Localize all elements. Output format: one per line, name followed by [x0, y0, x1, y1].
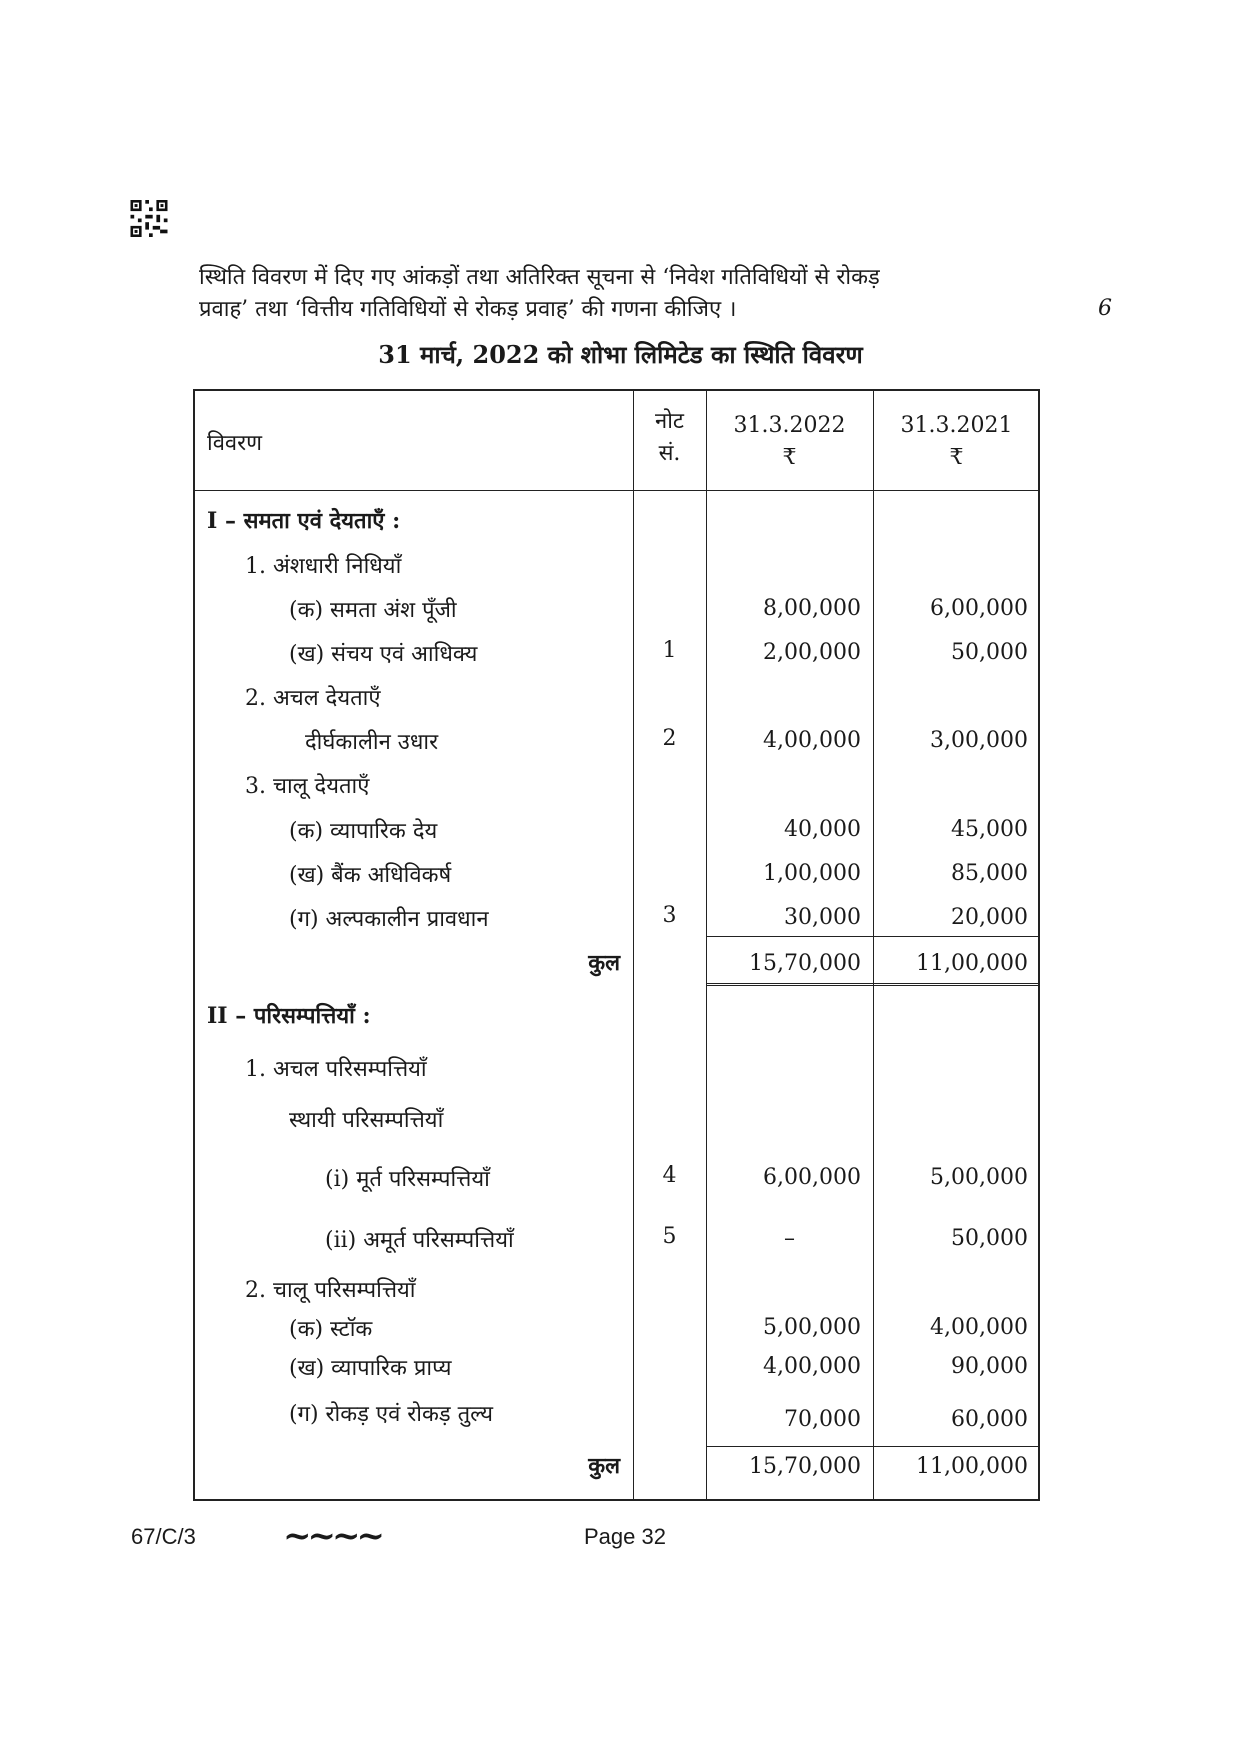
table-row-note: 2	[662, 726, 677, 751]
table-row-v1: 1,00,000	[763, 861, 861, 886]
table-row-label: (i) मूर्त परिसम्पत्तियाँ	[325, 1167, 490, 1192]
col-divider	[633, 391, 634, 1499]
table-row-v2: 6,00,000	[930, 596, 1028, 621]
table-row-label: (ग) रोकड़ एवं रोकड़ तुल्य	[289, 1402, 494, 1427]
table-row-v1: –	[784, 1226, 795, 1251]
total-top-line	[706, 1446, 1038, 1447]
table-row-v2: 50,000	[951, 640, 1028, 665]
table-row-label: 3. चालू देयताएँ	[245, 774, 370, 799]
table-row-v2: 5,00,000	[930, 1165, 1028, 1190]
header-note-1: नोट	[655, 409, 684, 434]
question-line-2: प्रवाह’ तथा ‘वित्तीय गतिविधियों से रोकड़ प्रवाह’ की गणना कीजिए ।	[199, 297, 737, 322]
table-row-label: 1. अंशधारी निधियाँ	[245, 554, 402, 579]
total-2-v2: 11,00,000	[916, 1454, 1028, 1479]
question-line-1: स्थिति विवरण में दिए गए आंकड़ों तथा अतिरिक्त सूचना से ‘निवेश गतिविधियों से रोकड़	[199, 265, 880, 290]
question-text	[199, 262, 1059, 326]
header-currency-1: ₹	[782, 445, 797, 470]
total-1-v1: 15,70,000	[749, 951, 861, 976]
table-row-label: 2. अचल देयताएँ	[245, 686, 381, 711]
table-row-v2: 60,000	[951, 1407, 1028, 1432]
table-row-v2: 3,00,000	[930, 728, 1028, 753]
table-row-label: (क) स्टॉक	[289, 1317, 373, 1342]
header-year-1: 31.3.2022	[733, 413, 846, 438]
section-equity-liabilities: I – समता एवं देयताएँ :	[207, 508, 401, 534]
table-row-v1: 4,00,000	[763, 1354, 861, 1379]
header-particulars: विवरण	[207, 431, 263, 456]
page-title: 31 मार्च, 2022 को शोभा लिमिटेड का स्थिति विवरण	[378, 340, 863, 369]
table-row-v1: 2,00,000	[763, 640, 861, 665]
table-row-v1: 30,000	[784, 905, 861, 930]
header-divider	[195, 490, 1038, 491]
marks: 6	[1098, 296, 1112, 321]
qr-code-icon	[129, 200, 169, 237]
table-row-v1: 70,000	[784, 1407, 861, 1432]
table-row-v1: 6,00,000	[763, 1165, 861, 1190]
table-row-label: (ख) बैंक अधिविकर्ष	[289, 863, 452, 888]
table-row-label: 1. अचल परिसम्पत्तियाँ	[245, 1057, 427, 1082]
table-row-label: (क) समता अंश पूँजी	[289, 598, 457, 623]
balance-sheet-table	[193, 389, 1040, 1501]
table-row-label: 2. चालू परिसम्पत्तियाँ	[245, 1278, 416, 1303]
table-row-v1: 5,00,000	[763, 1315, 861, 1340]
table-row-v1: 8,00,000	[763, 596, 861, 621]
total-label: कुल	[588, 1453, 620, 1479]
table-row-label: (ग) अल्पकालीन प्रावधान	[289, 907, 489, 932]
table-row-v1: 40,000	[784, 817, 861, 842]
table-row-v2: 50,000	[951, 1226, 1028, 1251]
table-row-label: स्थायी परिसम्पत्तियाँ	[289, 1108, 444, 1133]
total-2-v1: 15,70,000	[749, 1454, 861, 1479]
table-row-label: (ख) संचय एवं आधिक्य	[289, 642, 478, 667]
table-row-note: 5	[662, 1224, 677, 1249]
table-row-note: 1	[662, 638, 677, 663]
total-label: कुल	[588, 950, 620, 976]
paper-code: 67/C/3	[131, 1524, 196, 1549]
table-row-v1: 4,00,000	[763, 728, 861, 753]
header-note-2: सं.	[658, 441, 681, 466]
table-row-v2: 45,000	[951, 817, 1028, 842]
table-row-v2: 20,000	[951, 905, 1028, 930]
table-row-note: 3	[662, 903, 677, 928]
total-bottom-line	[706, 983, 1038, 986]
table-row-note: 4	[662, 1163, 677, 1188]
total-1-v2: 11,00,000	[916, 951, 1028, 976]
section-assets: II – परिसम्पत्तियाँ :	[207, 1003, 371, 1029]
table-row-label: (ख) व्यापारिक प्राप्य	[289, 1356, 452, 1381]
header-year-2: 31.3.2021	[900, 413, 1013, 438]
total-top-line	[706, 936, 1038, 937]
header-currency-2: ₹	[949, 445, 964, 470]
table-row-v2: 4,00,000	[930, 1315, 1028, 1340]
table-row-label: (क) व्यापारिक देय	[289, 819, 438, 844]
table-row-label: दीर्घकालीन उधार	[305, 730, 439, 755]
table-row-v2: 90,000	[951, 1354, 1028, 1379]
table-row-label: (ii) अमूर्त परिसम्पत्तियाँ	[325, 1228, 514, 1253]
table-row-v2: 85,000	[951, 861, 1028, 886]
page-number: Page 32	[584, 1524, 666, 1549]
footer-decoration: ~~~~	[283, 1516, 381, 1556]
